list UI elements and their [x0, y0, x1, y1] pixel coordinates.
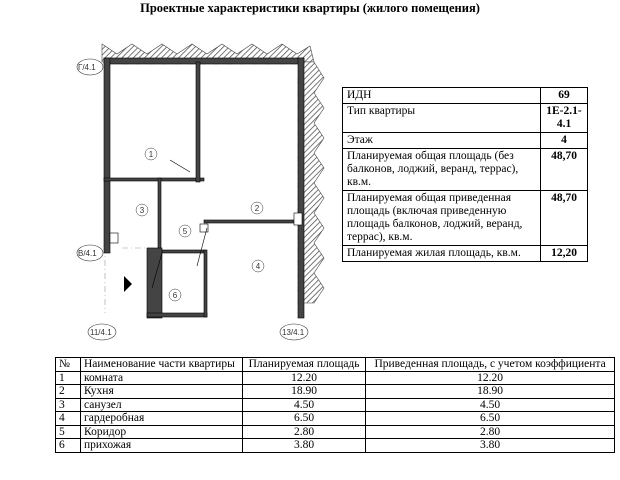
- reduced-area: 6.50: [366, 412, 615, 426]
- char-label: Тип квартиры: [343, 104, 541, 133]
- planned-area: 4.50: [243, 398, 366, 412]
- axis-label: 13/4.1: [282, 328, 305, 337]
- reduced-area: 4.50: [366, 398, 615, 412]
- table-row: [56, 425, 615, 439]
- room-name: Коридор: [81, 425, 243, 439]
- table-row: [343, 246, 588, 262]
- table-row: [343, 149, 588, 191]
- reduced-area: 3.80: [366, 439, 615, 453]
- reduced-area: 18.90: [366, 385, 615, 399]
- rooms-table: [55, 357, 615, 453]
- table-row: [343, 191, 588, 246]
- room-number-6: 6: [172, 291, 178, 300]
- axis-label: 11/4.1: [90, 328, 112, 337]
- page-title: Проектные характеристики квартиры (жилого помещения): [140, 1, 480, 15]
- char-label: Планируемая жилая площадь, кв.м.: [343, 246, 541, 262]
- char-value: 69: [541, 88, 588, 104]
- reduced-area: 12.20: [366, 371, 615, 385]
- row-number: 4: [56, 412, 81, 426]
- planned-area: 2.80: [243, 425, 366, 439]
- planned-area: 18.90: [243, 385, 366, 399]
- table-header-row: [56, 358, 615, 372]
- room-number-3: 3: [139, 206, 145, 215]
- room-number-1: 1: [148, 150, 154, 159]
- char-label: Планируемая общая приведенная площадь (включая приведенную площадь балконов, лоджий, веранд, террас), кв.м.: [343, 191, 541, 246]
- char-value: 48,70: [541, 191, 588, 246]
- table-row: [56, 412, 615, 426]
- axis-label: Г/4.1: [78, 63, 96, 72]
- row-number: 2: [56, 385, 81, 399]
- char-label: Планируемая общая площадь (без балконов, лоджий, веранд, террас), кв.м.: [343, 149, 541, 191]
- room-name: комната: [81, 371, 243, 385]
- char-label: Этаж: [343, 133, 541, 149]
- planned-area: 6.50: [243, 412, 366, 426]
- room-name: прихожая: [81, 439, 243, 453]
- table-row: [56, 371, 615, 385]
- table-row: [343, 133, 588, 149]
- table-row: [343, 88, 588, 104]
- char-value: 1Е-2.1-4.1: [541, 104, 588, 133]
- table-row: [56, 385, 615, 399]
- char-label: ИДН: [343, 88, 541, 104]
- room-number-5: 5: [182, 227, 188, 236]
- column-header: Планируемая площадь: [243, 358, 366, 372]
- entrance-marker: [124, 276, 132, 292]
- axis-label: В/4.1: [78, 249, 97, 258]
- row-number: 6: [56, 439, 81, 453]
- row-number: 1: [56, 371, 81, 385]
- room-name: Кухня: [81, 385, 243, 399]
- row-number: 3: [56, 398, 81, 412]
- room-name: санузел: [81, 398, 243, 412]
- column-header: Наименование части квартиры: [81, 358, 243, 372]
- planned-area: 3.80: [243, 439, 366, 453]
- column-header: Приведенная площадь, с учетом коэффициента: [366, 358, 615, 372]
- char-value: 4: [541, 133, 588, 149]
- table-row: [56, 398, 615, 412]
- row-number: 5: [56, 425, 81, 439]
- planned-area: 12.20: [243, 371, 366, 385]
- characteristics-table: [342, 87, 588, 262]
- table-row: [56, 439, 615, 453]
- room-number-2: 2: [254, 204, 260, 213]
- char-value: 12,20: [541, 246, 588, 262]
- column-header: №: [56, 358, 81, 372]
- room-name: гардеробная: [81, 412, 243, 426]
- reduced-area: 2.80: [366, 425, 615, 439]
- table-row: [343, 104, 588, 133]
- floor-plan: [62, 38, 332, 348]
- char-value: 48,70: [541, 149, 588, 191]
- room-number-4: 4: [255, 262, 261, 271]
